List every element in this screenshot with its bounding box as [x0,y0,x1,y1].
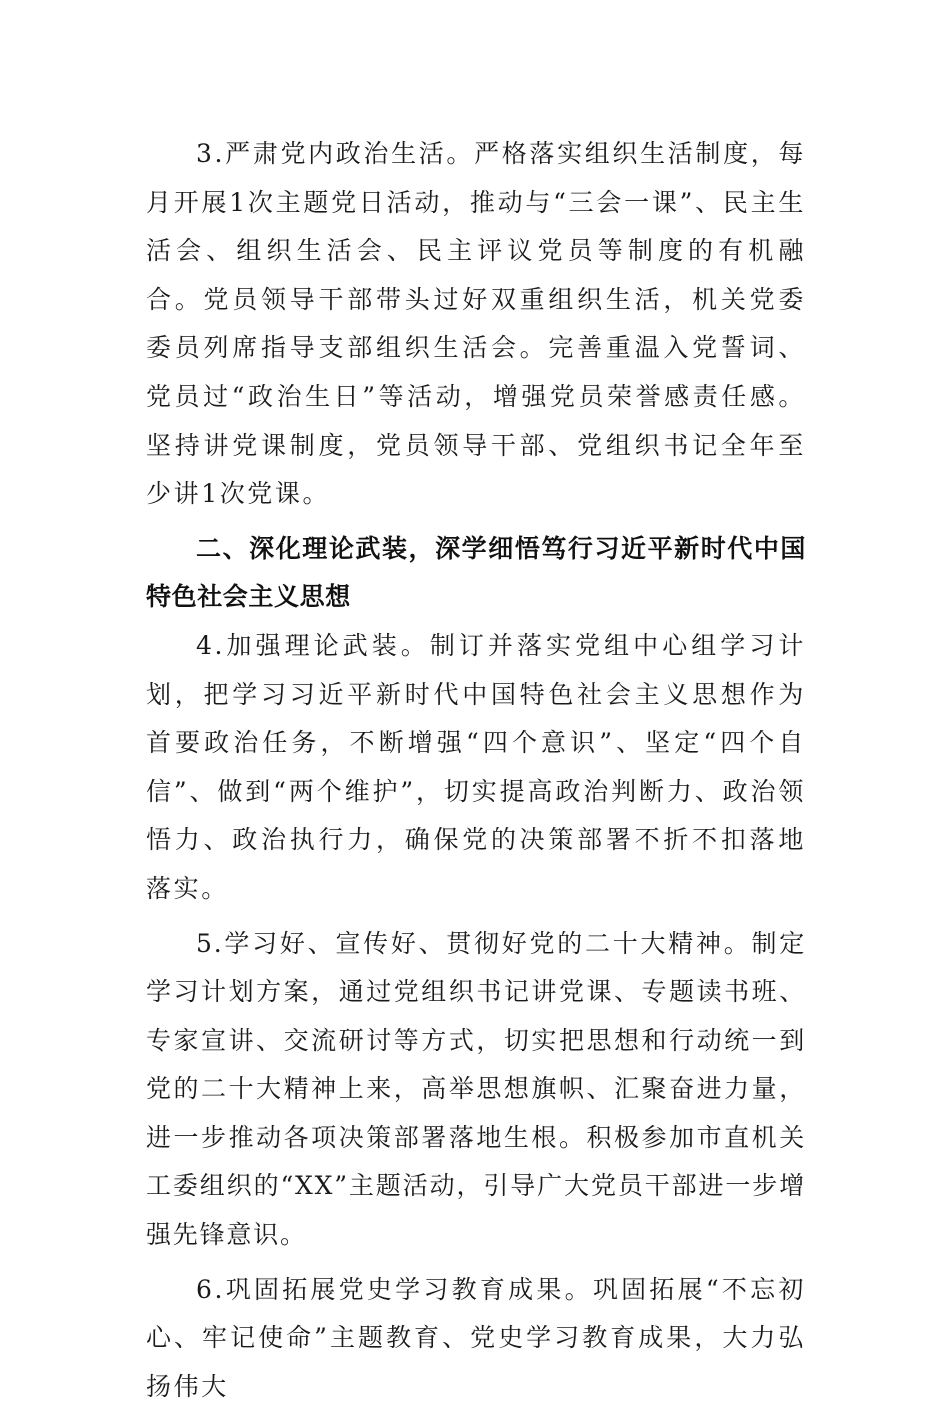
paragraph-4-theory-study: 4.加强理论武装。制订并落实党组中心组学习计划，把学习习近平新时代中国特色社会主义思想作为首要政治任务，不断增强“四个意识”、坚定“四个自信”、做到“两个维护”，切实提高政治判断力、政治领悟力、政治执行力，确保党的决策部署不折不扣落地落实。 [146,630,806,903]
paragraph-6-party-history: 6.巩固拓展党史学习教育成果。巩固拓展“不忘初心、牢记使命”主题教育、党史学习教育成果，大力弘扬伟大 [146,1274,806,1401]
paragraph-5-twentieth-congress: 5.学习好、宣传好、贯彻好党的二十大精神。制定学习计划方案，通过党组织书记讲党课、专题读书班、专家宣讲、交流研讨等方式，切实把思想和行动统一到党的二十大精神上来，高举思想旗帜、汇聚奋进力量，进一步推动各项决策部署落地生根。积极参加市直机关工委组织的“XX”主题活动，引导广大党员干部进一步增强先锋意识。 [146,928,806,1250]
document-body [146,130,806,1411]
section-heading-2: 二、深化理论武装，深学细悟笃行习近平新时代中国特色社会主义思想 [146,533,806,612]
paragraph-3-political-life: 3.严肃党内政治生活。严格落实组织生活制度，每月开展1次主题党日活动，推动与“三会一课”、民主生活会、组织生活会、民主评议党员等制度的有机融合。党员领导干部带头过好双重组织生活，机关党委委员列席指导支部组织生活会。完善重温入党誓词、党员过“政治生日”等活动，增强党员荣誉感责任感。坚持讲党课制度，党员领导干部、党组织书记全年至少讲1次党课。 [146,139,806,509]
